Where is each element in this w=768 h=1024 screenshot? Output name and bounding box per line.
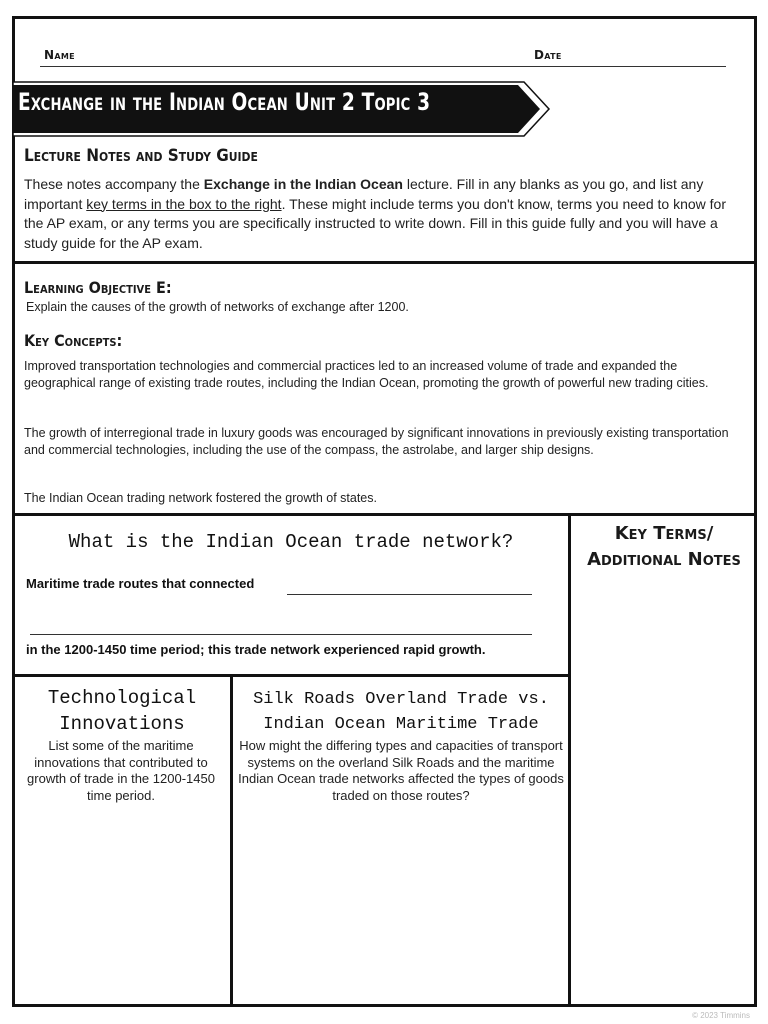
date-label: Date: [534, 48, 562, 62]
bottom-column-divider: [230, 676, 233, 1005]
key-terms-notes-area[interactable]: [573, 580, 754, 1003]
key-terms-title-line-2: Additional Notes: [587, 549, 741, 570]
key-terms-title-line-1: Key Terms/: [614, 523, 714, 544]
silk-title: [234, 687, 568, 737]
question-title: What is the Indian Ocean trade network?: [68, 531, 514, 553]
divider-3: [12, 674, 570, 677]
copyright-footer: © 2023 Timmins: [692, 1011, 750, 1020]
objective-heading: Learning Objective E:: [24, 278, 172, 297]
name-date-line[interactable]: [40, 66, 726, 67]
tech-title-line-2: Innovations: [59, 713, 185, 735]
question-line-1: Maritime trade routes that connected: [26, 576, 255, 591]
key-concepts-paragraph-3: The Indian Ocean trading network fostered the growth of states.: [24, 491, 377, 505]
tech-title: [14, 685, 230, 737]
silk-answer-area[interactable]: [235, 826, 566, 1003]
question-line-2: in the 1200-1450 time period; this trade network experienced rapid growth.: [26, 642, 486, 657]
key-concepts-paragraph-1: Improved transportation technologies and commercial practices led to an increased volume of trade and expanded the geographical range of existing trade routes, including the Indian Ocean, promoting the growth of powerful new trading cities.: [24, 359, 709, 390]
answer-blank-1[interactable]: [287, 594, 532, 595]
tech-answer-area[interactable]: [15, 810, 228, 1003]
objective-text: Explain the causes of the growth of networks of exchange after 1200.: [26, 300, 409, 314]
tech-prompt: List some of the maritime innovations that contributed to growth of trade in the 1200-1450 time period.: [27, 738, 215, 803]
name-date-row: [40, 48, 726, 68]
key-terms-link-text: key terms in the box to the right: [86, 195, 282, 212]
intro-text: These notes accompany the Exchange in the Indian Ocean lecture. Fill in any blanks as you go, and list any important key terms in the box to the right. These might include terms you don't know, terms you need to know for the AP exam, or any terms you are specifically instructed to write down. Fill in this guide fully and you will have a study guide for the AP exam.: [24, 176, 726, 251]
answer-blank-2[interactable]: [30, 634, 532, 635]
key-concepts-heading: Key Concepts:: [24, 331, 123, 350]
key-terms-title: [572, 521, 756, 573]
silk-prompt: How might the differing types and capacities of transport systems on the overland Silk Roads and the maritime Indian Ocean trade networks affected the types of goods traded on those routes?: [238, 738, 564, 803]
intro-heading: Lecture Notes and Study Guide: [24, 146, 258, 166]
key-terms-divider: [568, 515, 571, 1005]
page-title: Exchange in the Indian Ocean Unit 2 Topic 3: [18, 88, 431, 116]
silk-title-line-2: Indian Ocean Maritime Trade: [263, 715, 539, 734]
silk-title-line-1: Silk Roads Overland Trade vs.: [253, 690, 549, 709]
divider-1: [12, 261, 757, 264]
tech-title-line-1: Technological: [47, 687, 197, 709]
divider-2: [12, 513, 757, 516]
name-label: Name: [44, 48, 75, 62]
key-concepts-paragraph-2: The growth of interregional trade in luxury goods was encouraged by significant innovations in previously existing transportation and commercial technologies, including the use of the compass, the astrolabe, and larger ship designs.: [24, 426, 729, 457]
